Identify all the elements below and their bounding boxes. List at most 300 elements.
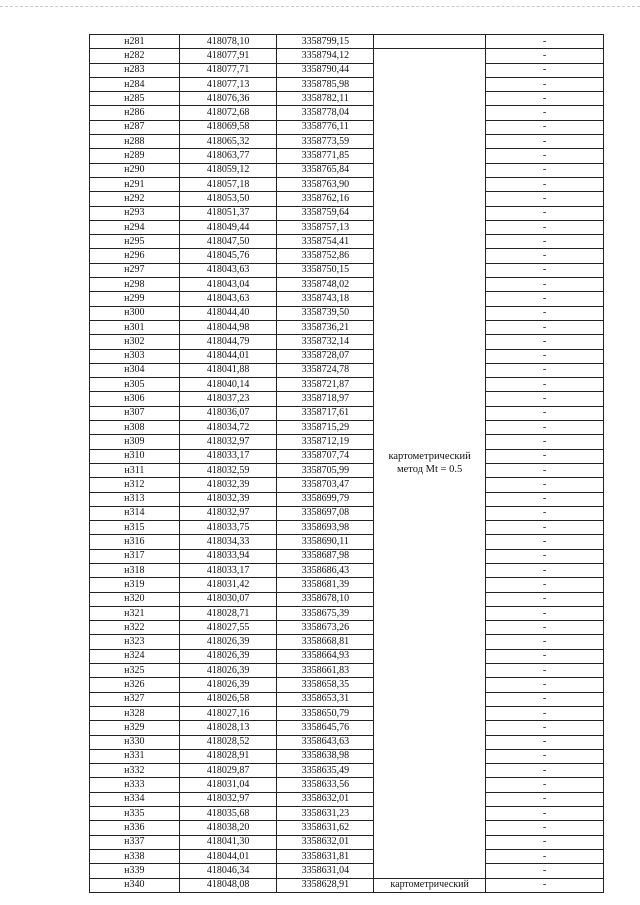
extra-value-cell: -	[486, 535, 604, 549]
table-row	[90, 506, 604, 520]
table-row	[90, 563, 604, 577]
table-row	[90, 578, 604, 592]
x-coordinate-cell: 418035,68	[179, 807, 277, 821]
extra-value-cell: -	[486, 77, 604, 91]
extra-value-cell: -	[486, 592, 604, 606]
coordinates-table-body	[90, 35, 604, 893]
x-coordinate-cell: 418034,72	[179, 421, 277, 435]
y-coordinate-cell: 3358690,11	[277, 535, 374, 549]
x-coordinate-cell: 418077,71	[179, 63, 277, 77]
y-coordinate-cell: 3358782,11	[277, 92, 374, 106]
extra-value-cell: -	[486, 621, 604, 635]
extra-value-cell: -	[486, 578, 604, 592]
extra-value-cell: -	[486, 263, 604, 277]
y-coordinate-cell: 3358631,62	[277, 821, 374, 835]
table-row	[90, 135, 604, 149]
table-row	[90, 449, 604, 463]
extra-value-cell: -	[486, 92, 604, 106]
table-row	[90, 106, 604, 120]
x-coordinate-cell: 418030,07	[179, 592, 277, 606]
table-row	[90, 35, 604, 49]
extra-value-cell: -	[486, 35, 604, 49]
point-name-cell: н309	[90, 435, 180, 449]
table-row	[90, 635, 604, 649]
table-row	[90, 92, 604, 106]
table-row	[90, 363, 604, 377]
y-coordinate-cell: 3358631,23	[277, 807, 374, 821]
method-cell-empty	[374, 35, 486, 49]
y-coordinate-cell: 3358668,81	[277, 635, 374, 649]
extra-value-cell: -	[486, 864, 604, 878]
method-cell-last: картометрический	[374, 878, 486, 892]
point-name-cell: н315	[90, 521, 180, 535]
extra-value-cell: -	[486, 449, 604, 463]
x-coordinate-cell: 418037,23	[179, 392, 277, 406]
extra-value-cell: -	[486, 320, 604, 334]
point-name-cell: н322	[90, 621, 180, 635]
point-name-cell: н292	[90, 192, 180, 206]
y-coordinate-cell: 3358754,41	[277, 235, 374, 249]
point-name-cell: н301	[90, 320, 180, 334]
y-coordinate-cell: 3358699,79	[277, 492, 374, 506]
extra-value-cell: -	[486, 192, 604, 206]
point-name-cell: н300	[90, 306, 180, 320]
extra-value-cell: -	[486, 49, 604, 63]
table-row	[90, 621, 604, 635]
table-row	[90, 821, 604, 835]
x-coordinate-cell: 418034,33	[179, 535, 277, 549]
point-name-cell: н295	[90, 235, 180, 249]
point-name-cell: н298	[90, 278, 180, 292]
table-row	[90, 249, 604, 263]
extra-value-cell: -	[486, 692, 604, 706]
method-cell-merged	[374, 49, 486, 878]
x-coordinate-cell: 418077,13	[179, 77, 277, 91]
table-row	[90, 592, 604, 606]
y-coordinate-cell: 3358785,98	[277, 77, 374, 91]
extra-value-cell: -	[486, 463, 604, 477]
x-coordinate-cell: 418045,76	[179, 249, 277, 263]
x-coordinate-cell: 418044,01	[179, 349, 277, 363]
point-name-cell: н299	[90, 292, 180, 306]
y-coordinate-cell: 3358717,61	[277, 406, 374, 420]
table-row	[90, 549, 604, 563]
y-coordinate-cell: 3358790,44	[277, 63, 374, 77]
point-name-cell: н339	[90, 864, 180, 878]
point-name-cell: н282	[90, 49, 180, 63]
x-coordinate-cell: 418038,20	[179, 821, 277, 835]
y-coordinate-cell: 3358771,85	[277, 149, 374, 163]
point-name-cell: н288	[90, 135, 180, 149]
table-row	[90, 77, 604, 91]
table-row	[90, 235, 604, 249]
x-coordinate-cell: 418048,08	[179, 878, 277, 892]
y-coordinate-cell: 3358732,14	[277, 335, 374, 349]
y-coordinate-cell: 3358678,10	[277, 592, 374, 606]
extra-value-cell: -	[486, 363, 604, 377]
table-row	[90, 163, 604, 177]
extra-value-cell: -	[486, 635, 604, 649]
table-row	[90, 220, 604, 234]
x-coordinate-cell: 418059,12	[179, 163, 277, 177]
y-coordinate-cell: 3358724,78	[277, 363, 374, 377]
point-name-cell: н283	[90, 63, 180, 77]
table-row	[90, 421, 604, 435]
x-coordinate-cell: 418044,40	[179, 306, 277, 320]
extra-value-cell: -	[486, 807, 604, 821]
table-row	[90, 263, 604, 277]
x-coordinate-cell: 418026,39	[179, 649, 277, 663]
point-name-cell: н323	[90, 635, 180, 649]
point-name-cell: н311	[90, 463, 180, 477]
y-coordinate-cell: 3358707,74	[277, 449, 374, 463]
x-coordinate-cell: 418032,39	[179, 492, 277, 506]
x-coordinate-cell: 418051,37	[179, 206, 277, 220]
y-coordinate-cell: 3358799,15	[277, 35, 374, 49]
x-coordinate-cell: 418028,91	[179, 749, 277, 763]
x-coordinate-cell: 418043,63	[179, 292, 277, 306]
table-row	[90, 692, 604, 706]
table-row	[90, 206, 604, 220]
point-name-cell: н290	[90, 163, 180, 177]
table-row	[90, 706, 604, 720]
extra-value-cell: -	[486, 521, 604, 535]
point-name-cell: н324	[90, 649, 180, 663]
x-coordinate-cell: 418028,52	[179, 735, 277, 749]
extra-value-cell: -	[486, 606, 604, 620]
x-coordinate-cell: 418065,32	[179, 135, 277, 149]
point-name-cell: н296	[90, 249, 180, 263]
y-coordinate-cell: 3358675,39	[277, 606, 374, 620]
y-coordinate-cell: 3358635,49	[277, 764, 374, 778]
extra-value-cell: -	[486, 106, 604, 120]
point-name-cell: н314	[90, 506, 180, 520]
point-name-cell: н294	[90, 220, 180, 234]
x-coordinate-cell: 418053,50	[179, 192, 277, 206]
table-row	[90, 177, 604, 191]
y-coordinate-cell: 3358628,91	[277, 878, 374, 892]
table-row	[90, 649, 604, 663]
point-name-cell: н328	[90, 706, 180, 720]
point-name-cell: н284	[90, 77, 180, 91]
point-name-cell: н334	[90, 792, 180, 806]
x-coordinate-cell: 418027,16	[179, 706, 277, 720]
point-name-cell: н316	[90, 535, 180, 549]
x-coordinate-cell: 418063,77	[179, 149, 277, 163]
point-name-cell: н291	[90, 177, 180, 191]
x-coordinate-cell: 418032,97	[179, 435, 277, 449]
table-row	[90, 864, 604, 878]
y-coordinate-cell: 3358778,04	[277, 106, 374, 120]
x-coordinate-cell: 418069,58	[179, 120, 277, 134]
x-coordinate-cell: 418026,39	[179, 635, 277, 649]
coordinates-table	[89, 34, 604, 893]
table-row	[90, 535, 604, 549]
table-row	[90, 378, 604, 392]
extra-value-cell: -	[486, 549, 604, 563]
point-name-cell: н310	[90, 449, 180, 463]
table-row	[90, 306, 604, 320]
table-row	[90, 835, 604, 849]
point-name-cell: н321	[90, 606, 180, 620]
y-coordinate-cell: 3358721,87	[277, 378, 374, 392]
extra-value-cell: -	[486, 335, 604, 349]
point-name-cell: н326	[90, 678, 180, 692]
point-name-cell: н329	[90, 721, 180, 735]
point-name-cell: н302	[90, 335, 180, 349]
point-name-cell: н327	[90, 692, 180, 706]
x-coordinate-cell: 418040,14	[179, 378, 277, 392]
y-coordinate-cell: 3358664,93	[277, 649, 374, 663]
x-coordinate-cell: 418032,59	[179, 463, 277, 477]
table-row	[90, 392, 604, 406]
extra-value-cell: -	[486, 649, 604, 663]
point-name-cell: н306	[90, 392, 180, 406]
y-coordinate-cell: 3358703,47	[277, 478, 374, 492]
y-coordinate-cell: 3358661,83	[277, 664, 374, 678]
table-row	[90, 406, 604, 420]
method-label-line2: метод Mt = 0.5	[397, 464, 463, 476]
point-name-cell: н340	[90, 878, 180, 892]
x-coordinate-cell: 418044,01	[179, 849, 277, 863]
y-coordinate-cell: 3358693,98	[277, 521, 374, 535]
y-coordinate-cell: 3358631,04	[277, 864, 374, 878]
table-row	[90, 878, 604, 892]
x-coordinate-cell: 418057,18	[179, 177, 277, 191]
y-coordinate-cell: 3358705,99	[277, 463, 374, 477]
x-coordinate-cell: 418043,04	[179, 278, 277, 292]
x-coordinate-cell: 418033,94	[179, 549, 277, 563]
x-coordinate-cell: 418044,98	[179, 320, 277, 334]
extra-value-cell: -	[486, 249, 604, 263]
y-coordinate-cell: 3358762,16	[277, 192, 374, 206]
extra-value-cell: -	[486, 292, 604, 306]
y-coordinate-cell: 3358739,50	[277, 306, 374, 320]
x-coordinate-cell: 418043,63	[179, 263, 277, 277]
y-coordinate-cell: 3358632,01	[277, 835, 374, 849]
x-coordinate-cell: 418031,04	[179, 778, 277, 792]
y-coordinate-cell: 3358736,21	[277, 320, 374, 334]
x-coordinate-cell: 418033,17	[179, 563, 277, 577]
x-coordinate-cell: 418028,13	[179, 721, 277, 735]
y-coordinate-cell: 3358650,79	[277, 706, 374, 720]
extra-value-cell: -	[486, 735, 604, 749]
point-name-cell: н307	[90, 406, 180, 420]
point-name-cell: н303	[90, 349, 180, 363]
point-name-cell: н337	[90, 835, 180, 849]
y-coordinate-cell: 3358633,56	[277, 778, 374, 792]
extra-value-cell: -	[486, 306, 604, 320]
extra-value-cell: -	[486, 163, 604, 177]
table-row	[90, 778, 604, 792]
table-row	[90, 120, 604, 134]
point-name-cell: н289	[90, 149, 180, 163]
point-name-cell: н281	[90, 35, 180, 49]
extra-value-cell: -	[486, 220, 604, 234]
table-row	[90, 749, 604, 763]
extra-value-cell: -	[486, 278, 604, 292]
y-coordinate-cell: 3358681,39	[277, 578, 374, 592]
extra-value-cell: -	[486, 378, 604, 392]
extra-value-cell: -	[486, 349, 604, 363]
point-name-cell: н319	[90, 578, 180, 592]
x-coordinate-cell: 418072,68	[179, 106, 277, 120]
point-name-cell: н305	[90, 378, 180, 392]
x-coordinate-cell: 418044,79	[179, 335, 277, 349]
extra-value-cell: -	[486, 392, 604, 406]
extra-value-cell: -	[486, 492, 604, 506]
y-coordinate-cell: 3358748,02	[277, 278, 374, 292]
y-coordinate-cell: 3358687,98	[277, 549, 374, 563]
x-coordinate-cell: 418041,30	[179, 835, 277, 849]
y-coordinate-cell: 3358763,90	[277, 177, 374, 191]
point-name-cell: н331	[90, 749, 180, 763]
x-coordinate-cell: 418076,36	[179, 92, 277, 106]
x-coordinate-cell: 418032,97	[179, 506, 277, 520]
table-row	[90, 478, 604, 492]
point-name-cell: н330	[90, 735, 180, 749]
y-coordinate-cell: 3358759,64	[277, 206, 374, 220]
extra-value-cell: -	[486, 406, 604, 420]
table-row	[90, 764, 604, 778]
extra-value-cell: -	[486, 835, 604, 849]
table-row	[90, 664, 604, 678]
point-name-cell: н286	[90, 106, 180, 120]
x-coordinate-cell: 418026,58	[179, 692, 277, 706]
point-name-cell: н336	[90, 821, 180, 835]
extra-value-cell: -	[486, 778, 604, 792]
extra-value-cell: -	[486, 764, 604, 778]
x-coordinate-cell: 418077,91	[179, 49, 277, 63]
y-coordinate-cell: 3358686,43	[277, 563, 374, 577]
x-coordinate-cell: 418046,34	[179, 864, 277, 878]
table-row	[90, 63, 604, 77]
x-coordinate-cell: 418078,10	[179, 35, 277, 49]
table-row	[90, 521, 604, 535]
y-coordinate-cell: 3358673,26	[277, 621, 374, 635]
y-coordinate-cell: 3358750,15	[277, 263, 374, 277]
point-name-cell: н335	[90, 807, 180, 821]
extra-value-cell: -	[486, 120, 604, 134]
point-name-cell: н285	[90, 92, 180, 106]
extra-value-cell: -	[486, 849, 604, 863]
table-row	[90, 849, 604, 863]
point-name-cell: н325	[90, 664, 180, 678]
x-coordinate-cell: 418033,75	[179, 521, 277, 535]
y-coordinate-cell: 3358757,13	[277, 220, 374, 234]
y-coordinate-cell: 3358728,07	[277, 349, 374, 363]
y-coordinate-cell: 3358632,01	[277, 792, 374, 806]
x-coordinate-cell: 418027,55	[179, 621, 277, 635]
point-name-cell: н312	[90, 478, 180, 492]
point-name-cell: н333	[90, 778, 180, 792]
extra-value-cell: -	[486, 792, 604, 806]
y-coordinate-cell: 3358765,84	[277, 163, 374, 177]
y-coordinate-cell: 3358697,08	[277, 506, 374, 520]
x-coordinate-cell: 418047,50	[179, 235, 277, 249]
point-name-cell: н320	[90, 592, 180, 606]
x-coordinate-cell: 418032,97	[179, 792, 277, 806]
extra-value-cell: -	[486, 478, 604, 492]
y-coordinate-cell: 3358645,76	[277, 721, 374, 735]
point-name-cell: н317	[90, 549, 180, 563]
extra-value-cell: -	[486, 435, 604, 449]
point-name-cell: н287	[90, 120, 180, 134]
x-coordinate-cell: 418036,07	[179, 406, 277, 420]
table-row	[90, 292, 604, 306]
y-coordinate-cell: 3358776,11	[277, 120, 374, 134]
x-coordinate-cell: 418026,39	[179, 678, 277, 692]
scan-artifact-line	[0, 6, 640, 10]
table-row	[90, 792, 604, 806]
y-coordinate-cell: 3358631,81	[277, 849, 374, 863]
x-coordinate-cell: 418033,17	[179, 449, 277, 463]
extra-value-cell: -	[486, 749, 604, 763]
table-row	[90, 807, 604, 821]
table-row	[90, 463, 604, 477]
table-row	[90, 320, 604, 334]
point-name-cell: н318	[90, 563, 180, 577]
y-coordinate-cell: 3358743,18	[277, 292, 374, 306]
table-row	[90, 735, 604, 749]
extra-value-cell: -	[486, 149, 604, 163]
extra-value-cell: -	[486, 177, 604, 191]
y-coordinate-cell: 3358794,12	[277, 49, 374, 63]
y-coordinate-cell: 3358773,59	[277, 135, 374, 149]
x-coordinate-cell: 418029,87	[179, 764, 277, 778]
point-name-cell: н332	[90, 764, 180, 778]
y-coordinate-cell: 3358752,86	[277, 249, 374, 263]
x-coordinate-cell: 418049,44	[179, 220, 277, 234]
table-row	[90, 606, 604, 620]
x-coordinate-cell: 418028,71	[179, 606, 277, 620]
point-name-cell: н313	[90, 492, 180, 506]
extra-value-cell: -	[486, 706, 604, 720]
table-row	[90, 335, 604, 349]
y-coordinate-cell: 3358638,98	[277, 749, 374, 763]
x-coordinate-cell: 418032,39	[179, 478, 277, 492]
extra-value-cell: -	[486, 678, 604, 692]
x-coordinate-cell: 418041,88	[179, 363, 277, 377]
point-name-cell: н304	[90, 363, 180, 377]
table-row	[90, 149, 604, 163]
table-row	[90, 192, 604, 206]
extra-value-cell: -	[486, 721, 604, 735]
y-coordinate-cell: 3358658,35	[277, 678, 374, 692]
y-coordinate-cell: 3358653,31	[277, 692, 374, 706]
extra-value-cell: -	[486, 563, 604, 577]
point-name-cell: н338	[90, 849, 180, 863]
point-name-cell: н293	[90, 206, 180, 220]
table-row	[90, 492, 604, 506]
extra-value-cell: -	[486, 821, 604, 835]
x-coordinate-cell: 418026,39	[179, 664, 277, 678]
y-coordinate-cell: 3358718,97	[277, 392, 374, 406]
table-row	[90, 278, 604, 292]
point-name-cell: н308	[90, 421, 180, 435]
extra-value-cell: -	[486, 506, 604, 520]
method-label-line1: картометрический	[388, 451, 471, 463]
extra-value-cell: -	[486, 235, 604, 249]
y-coordinate-cell: 3358712,19	[277, 435, 374, 449]
extra-value-cell: -	[486, 135, 604, 149]
x-coordinate-cell: 418031,42	[179, 578, 277, 592]
extra-value-cell: -	[486, 421, 604, 435]
extra-value-cell: -	[486, 206, 604, 220]
extra-value-cell: -	[486, 664, 604, 678]
extra-value-cell: -	[486, 878, 604, 892]
extra-value-cell: -	[486, 63, 604, 77]
